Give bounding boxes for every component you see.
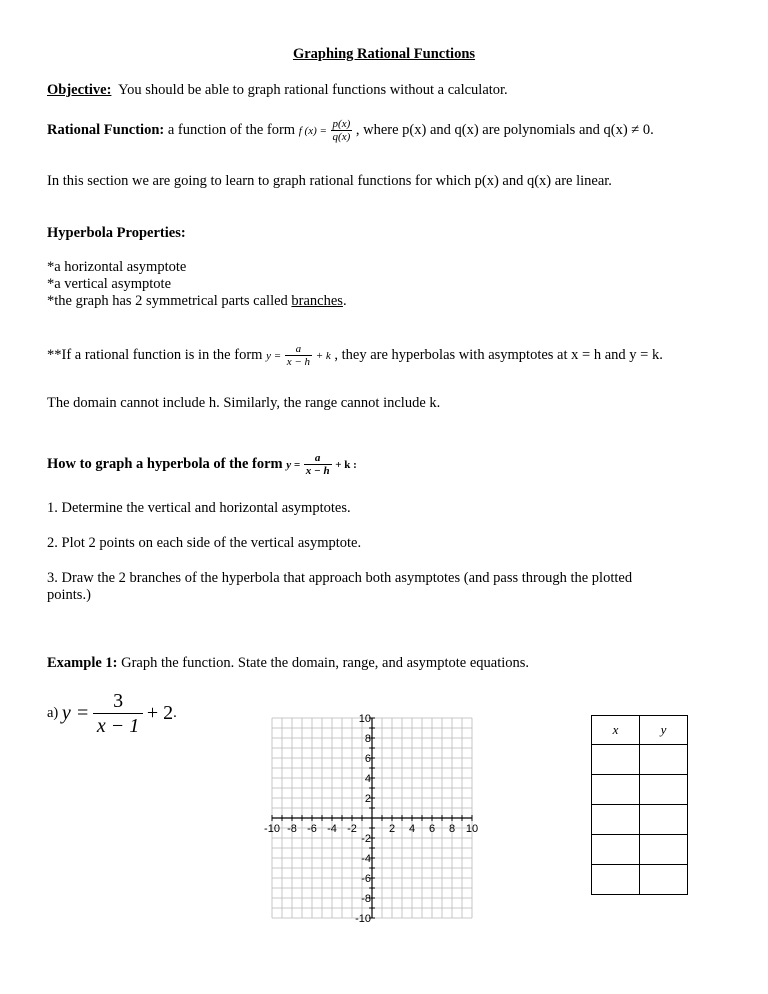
formula-lhs: f (x) = bbox=[298, 124, 327, 137]
rational-function-text: a function of the form bbox=[167, 121, 296, 138]
table-cell[interactable] bbox=[640, 775, 688, 805]
form-line-text: **If a rational function is in the form bbox=[47, 346, 263, 363]
branches-period: . bbox=[342, 293, 347, 309]
xy-table bbox=[591, 715, 688, 895]
example-text: Graph the function. State the domain, range, and asymptote equations. bbox=[121, 655, 530, 671]
step-1: 1. Determine the vertical and horizontal asymptotes. bbox=[47, 500, 351, 516]
y-tick-label: 8 bbox=[364, 733, 371, 745]
how-to-denominator: x − h bbox=[305, 465, 330, 477]
y-tick-label: -6 bbox=[361, 873, 371, 885]
x-tick-label: 2 bbox=[388, 823, 396, 835]
table-row bbox=[592, 835, 688, 865]
part-a-plus: + 2 bbox=[146, 702, 174, 724]
x-tick-label: -2 bbox=[347, 823, 357, 835]
y-tick-label: -8 bbox=[361, 893, 371, 905]
table-cell[interactable] bbox=[640, 805, 688, 835]
formula-numerator: p(x) bbox=[332, 118, 351, 130]
objective-text: You should be able to graph rational functions without a calculator. bbox=[118, 82, 508, 98]
table-cell[interactable] bbox=[640, 835, 688, 865]
form-numerator: a bbox=[285, 343, 312, 356]
form-line-tail: , they are hyperbolas with asymptotes at x = h and y = k. bbox=[334, 346, 663, 363]
y-tick-label: 2 bbox=[364, 793, 371, 805]
objective-label: Objective: bbox=[47, 82, 112, 98]
hyperbola-heading: Hyperbola Properties: bbox=[47, 225, 186, 241]
table-cell[interactable] bbox=[640, 745, 688, 775]
table-cell[interactable] bbox=[592, 835, 640, 865]
step-3: 3. Draw the 2 branches of the hyperbola that approach both asymptotes (and pass through the plotted bbox=[47, 570, 633, 586]
x-tick-label: -4 bbox=[327, 823, 337, 835]
table-cell[interactable] bbox=[592, 805, 640, 835]
step-3-continued: points.) bbox=[47, 587, 91, 603]
how-to-text: How to graph a hyperbola of the form bbox=[47, 455, 283, 472]
y-tick-label: -2 bbox=[361, 833, 371, 845]
property-1: *a horizontal asymptote bbox=[47, 259, 187, 275]
property-3-text: *the graph has 2 symmetrical parts called bbox=[47, 293, 288, 309]
section-line: In this section we are going to learn to graph rational functions for which p(x) and q(x) are linear. bbox=[47, 173, 612, 189]
table-header-cell: x bbox=[592, 716, 640, 745]
part-a-denominator: x − 1 bbox=[96, 715, 140, 737]
x-tick-label: 8 bbox=[448, 823, 456, 835]
property-2: *a vertical asymptote bbox=[47, 276, 172, 292]
x-tick-label: -10 bbox=[264, 823, 280, 835]
x-tick-label: -8 bbox=[287, 823, 297, 835]
step-2: 2. Plot 2 points on each side of the vertical asymptote. bbox=[47, 535, 362, 551]
part-a-lhs: y = bbox=[61, 702, 90, 724]
formula-denominator: q(x) bbox=[332, 131, 351, 143]
part-a-period: . bbox=[173, 705, 177, 721]
table-row bbox=[592, 865, 688, 895]
rational-function-tail: , where p(x) and q(x) are polynomials and q(x) ≠ 0. bbox=[355, 121, 654, 138]
x-tick-label: 10 bbox=[465, 823, 479, 835]
table-cell[interactable] bbox=[592, 745, 640, 775]
x-tick-label: -6 bbox=[307, 823, 317, 835]
y-tick-label: -4 bbox=[361, 853, 371, 865]
table-row bbox=[592, 775, 688, 805]
table-header-row bbox=[592, 716, 688, 745]
example-label: Example 1: bbox=[47, 655, 118, 671]
page-title: Graphing Rational Functions bbox=[292, 46, 476, 62]
part-a-numerator: 3 bbox=[93, 689, 143, 714]
table-cell[interactable] bbox=[592, 775, 640, 805]
table-row bbox=[592, 805, 688, 835]
part-a-label: a) bbox=[47, 705, 59, 721]
table-cell[interactable] bbox=[592, 865, 640, 895]
table-row bbox=[592, 745, 688, 775]
y-tick-label: 4 bbox=[364, 773, 371, 785]
form-denominator: x − h bbox=[286, 356, 311, 368]
x-tick-label: 6 bbox=[428, 823, 436, 835]
table-cell[interactable] bbox=[640, 865, 688, 895]
form-lhs: y = bbox=[266, 349, 282, 362]
y-tick-label: 10 bbox=[358, 713, 371, 725]
y-tick-label: -10 bbox=[355, 913, 371, 925]
how-to-plus-k: + k : bbox=[335, 458, 357, 471]
x-tick-label: 4 bbox=[408, 823, 416, 835]
domain-line: The domain cannot include h. Similarly, the range cannot include k. bbox=[47, 395, 441, 411]
rational-function-label: Rational Function: bbox=[47, 121, 165, 138]
table-header-cell: y bbox=[640, 716, 688, 745]
y-tick-label: 6 bbox=[364, 753, 371, 765]
branches-word: branches bbox=[291, 293, 343, 309]
how-to-lhs: y = bbox=[286, 458, 301, 471]
form-plus-k: + k bbox=[315, 349, 331, 362]
how-to-numerator: a bbox=[304, 452, 332, 465]
